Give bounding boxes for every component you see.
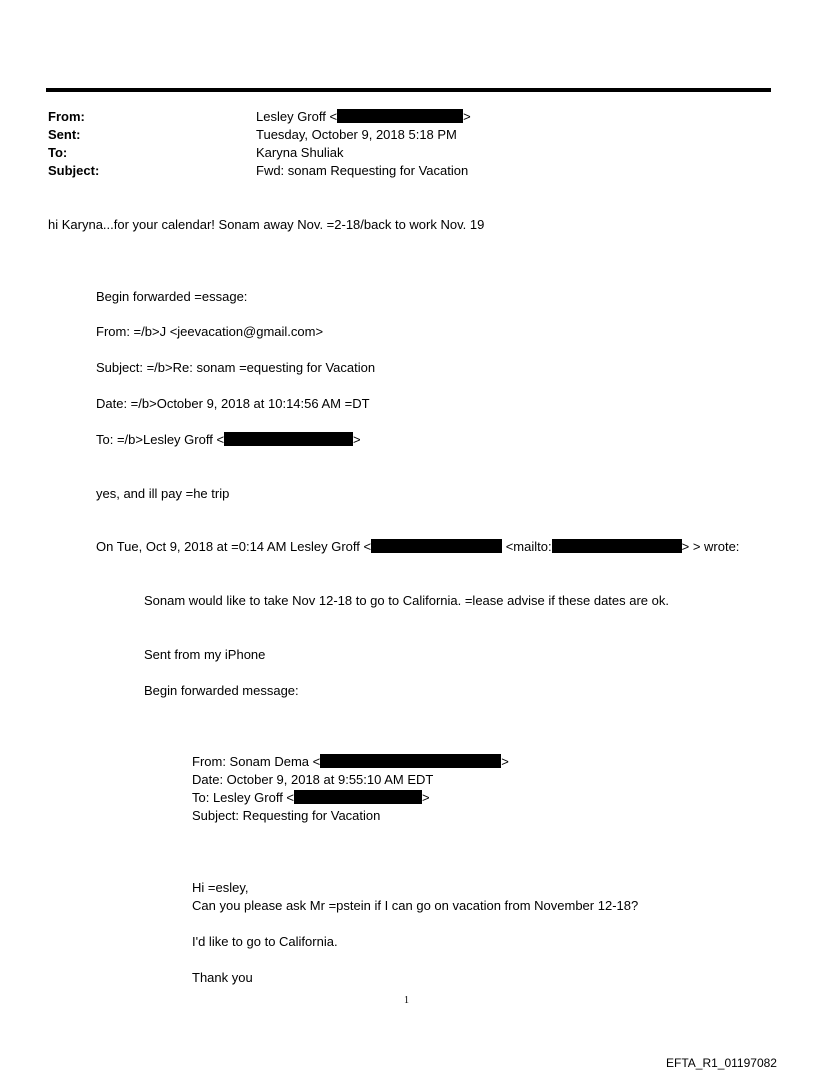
from-name: Lesley Groff < bbox=[256, 109, 338, 124]
subject-value: Fwd: sonam Requesting for Vacation bbox=[256, 163, 469, 178]
fwd1-date: Date: =/b>October 9, 2018 at 10:14:56 AM =DT bbox=[96, 396, 370, 411]
sent-label: Sent: bbox=[48, 127, 81, 142]
fwd1-to-prefix: To: =/b>Lesley Groff < bbox=[96, 432, 225, 447]
sent-value: Tuesday, October 9, 2018 5:18 PM bbox=[256, 127, 457, 142]
fwd1-reply: yes, and ill pay =he trip bbox=[96, 486, 230, 501]
body-intro: hi Karyna...for your calendar! Sonam away Nov. =2-18/back to work Nov. 19 bbox=[48, 217, 485, 232]
fwd3-to-close: > bbox=[422, 790, 430, 805]
bates-number: EFTA_R1_01197082 bbox=[666, 1056, 777, 1070]
fwd1-to-close: > bbox=[353, 432, 361, 447]
redaction-box bbox=[320, 754, 501, 768]
fwd3-from-close: > bbox=[501, 754, 509, 769]
fwd3-line2: I'd like to go to California. bbox=[192, 934, 338, 949]
fwd3-to-prefix: To: Lesley Groff < bbox=[192, 790, 295, 805]
fwd3-from-prefix: From: Sonam Dema < bbox=[192, 754, 321, 769]
page-number: 1 bbox=[404, 995, 409, 1006]
fwd3-line1: Can you please ask Mr =pstein if I can go on vacation from November 12-18? bbox=[192, 898, 639, 913]
fwd3-date: Date: October 9, 2018 at 9:55:10 AM EDT bbox=[192, 772, 434, 787]
fwd1-begin: Begin forwarded =essage: bbox=[96, 289, 248, 304]
fwd3-greeting: Hi =esley, bbox=[192, 880, 249, 895]
subject-label: Subject: bbox=[48, 163, 100, 178]
fwd3-subject: Subject: Requesting for Vacation bbox=[192, 808, 381, 823]
redaction-box bbox=[337, 109, 463, 123]
fwd3-from bbox=[192, 754, 509, 770]
to-label: To: bbox=[48, 145, 68, 160]
from-label: From: bbox=[48, 109, 85, 124]
redaction-box bbox=[224, 432, 353, 446]
fwd2-sent-from: Sent from my iPhone bbox=[144, 647, 266, 662]
redaction-box bbox=[371, 539, 502, 553]
redaction-box bbox=[552, 539, 682, 553]
fwd1-on-suffix: > > wrote: bbox=[681, 539, 740, 554]
fwd1-on-mailto: <mailto: bbox=[505, 539, 552, 554]
from-close: > bbox=[463, 109, 471, 124]
fwd1-on-prefix: On Tue, Oct 9, 2018 at =0:14 AM Lesley Groff < bbox=[96, 539, 372, 554]
to-value: Karyna Shuliak bbox=[256, 145, 344, 160]
fwd1-to bbox=[96, 432, 361, 448]
fwd2-begin: Begin forwarded message: bbox=[144, 683, 299, 698]
fwd1-on-line bbox=[96, 539, 739, 555]
fwd3-closing: Thank you bbox=[192, 970, 253, 985]
fwd2-message: Sonam would like to take Nov 12-18 to go to California. =lease advise if these dates are ok. bbox=[144, 593, 669, 608]
fwd1-subject: Subject: =/b>Re: sonam =equesting for Vacation bbox=[96, 360, 376, 375]
fwd1-from: From: =/b>J <jeevacation@gmail.com> bbox=[96, 324, 324, 339]
from-value bbox=[256, 109, 471, 125]
fwd3-to bbox=[192, 790, 430, 806]
header-rule bbox=[46, 88, 771, 92]
redaction-box bbox=[294, 790, 422, 804]
